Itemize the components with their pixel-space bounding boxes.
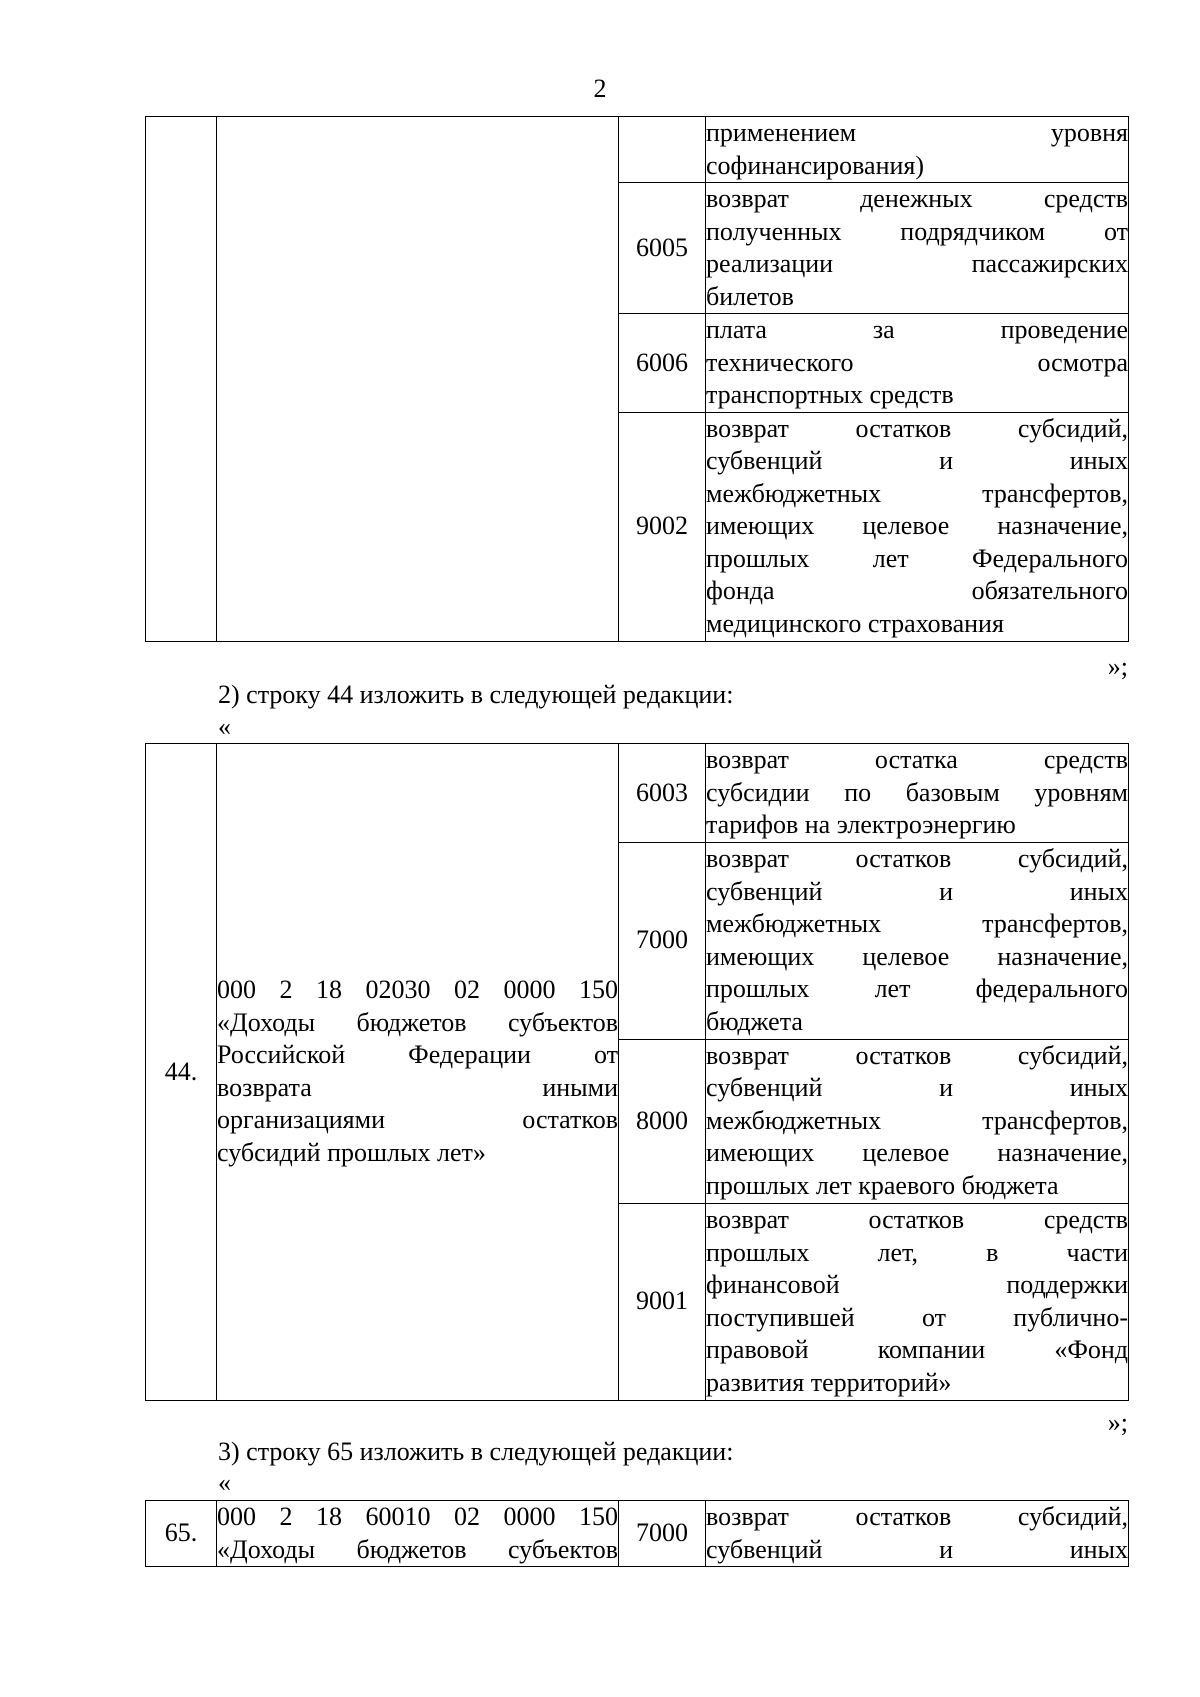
opening-quote: « <box>218 712 231 741</box>
code-cell: 8000 <box>619 1039 706 1203</box>
description-line: имеющих целевое назначение, <box>706 511 1128 541</box>
description-line: полученных подрядчиком от <box>706 216 1128 246</box>
table-row-65 <box>145 1500 1129 1567</box>
description-line: имеющих целевое назначение, <box>706 941 1128 971</box>
description-cell <box>706 117 1129 183</box>
description-line: межбюджетных трансфертов, <box>706 909 1128 938</box>
table-row <box>146 1501 1129 1567</box>
description-cell <box>706 412 1129 641</box>
kbk-line: Российской Федерации от <box>217 1040 618 1070</box>
kbk-cell <box>217 117 619 642</box>
description-line: возврат остатков средств <box>706 1205 1128 1234</box>
row-number-cell: 44. <box>146 744 217 1401</box>
description-line: тарифов на электроэнергию <box>706 810 1016 839</box>
description-line: межбюджетных трансфертов, <box>706 1105 1128 1135</box>
table-row <box>146 744 1129 843</box>
amendment-instruction: 2) строку 44 изложить в следующей редакции: <box>218 680 734 709</box>
table-continuation <box>145 116 1129 642</box>
kbk-line: «Доходы бюджетов субъектов <box>217 1534 618 1564</box>
description-line: медицинского страхования <box>706 608 1004 638</box>
code-cell <box>619 117 706 183</box>
description-cell <box>706 842 1129 1039</box>
description-line: софинансирования) <box>706 150 925 180</box>
description-line: плата за проведение <box>706 315 1128 344</box>
description-cell <box>706 744 1129 843</box>
description-line: прошлых лет федерального <box>706 974 1128 1003</box>
code-cell: 9001 <box>619 1203 706 1400</box>
description-line: возврат остатков субсидий, <box>706 413 1128 443</box>
description-line: применением уровня <box>706 118 1128 147</box>
description-line: финансовой поддержки <box>706 1270 1128 1299</box>
description-line: транспортных средств <box>706 380 954 409</box>
description-cell <box>706 183 1129 314</box>
description-line: субвенций и иных <box>706 446 1128 476</box>
description-line: реализации пассажирских <box>706 249 1128 278</box>
description-line: бюджета <box>706 1006 803 1036</box>
description-line: субвенций и иных <box>706 876 1128 906</box>
description-line: прошлых лет краевого бюджета <box>706 1170 1059 1200</box>
description-line: билетов <box>706 281 794 311</box>
table-row <box>146 117 1129 183</box>
closing-quote: »; <box>1107 652 1128 681</box>
description-line: имеющих целевое назначение, <box>706 1138 1128 1168</box>
description-line: прошлых лет Федерального <box>706 543 1128 573</box>
description-line: фонда обязательного <box>706 576 1128 606</box>
page-number: 2 <box>593 74 607 103</box>
amendment-instruction: 3) строку 65 изложить в следующей редакции: <box>218 1437 734 1466</box>
description-line: возврат остатков субсидий, <box>706 1502 1128 1531</box>
description-line: возврат остатка средств <box>706 745 1128 774</box>
code-cell: 6006 <box>619 314 706 413</box>
description-line: возврат денежных средств <box>706 184 1128 213</box>
description-line: прошлых лет, в части <box>706 1237 1128 1267</box>
closing-quote: »; <box>1107 1408 1128 1437</box>
kbk-line: субсидий прошлых лет» <box>217 1137 486 1167</box>
description-line: правовой компании «Фонд <box>706 1335 1128 1364</box>
opening-quote: « <box>218 1468 231 1497</box>
code-cell: 7000 <box>619 1501 706 1567</box>
row-number-cell: 65. <box>146 1501 217 1567</box>
description-line: субвенций и иных <box>706 1534 1128 1564</box>
code-cell: 7000 <box>619 842 706 1039</box>
description-cell <box>706 1039 1129 1203</box>
table-row-44 <box>145 743 1129 1401</box>
kbk-cell <box>217 1501 619 1567</box>
description-line: субсидии по базовым уровням <box>706 777 1128 807</box>
code-cell: 6005 <box>619 183 706 314</box>
kbk-line: возврата иными <box>217 1072 618 1102</box>
kbk-line: 000 2 18 60010 02 0000 150 <box>217 1502 618 1531</box>
description-cell <box>706 1501 1129 1567</box>
description-line: поступившей от публично- <box>706 1302 1128 1332</box>
kbk-line: 000 2 18 02030 02 0000 150 <box>217 975 618 1005</box>
description-line: возврат остатков субсидий, <box>706 1040 1128 1070</box>
description-cell <box>706 314 1129 413</box>
kbk-line: организациями остатков <box>217 1105 618 1135</box>
row-number-cell <box>146 117 217 642</box>
description-cell <box>706 1203 1129 1400</box>
description-line: возврат остатков субсидий, <box>706 844 1128 873</box>
description-line: развития территорий» <box>706 1367 952 1397</box>
description-line: межбюджетных трансфертов, <box>706 478 1128 508</box>
kbk-line: «Доходы бюджетов субъектов <box>217 1007 618 1037</box>
code-cell: 6003 <box>619 744 706 843</box>
description-line: субвенций и иных <box>706 1073 1128 1103</box>
kbk-cell <box>217 744 619 1401</box>
description-line: технического осмотра <box>706 347 1128 377</box>
code-cell: 9002 <box>619 412 706 641</box>
